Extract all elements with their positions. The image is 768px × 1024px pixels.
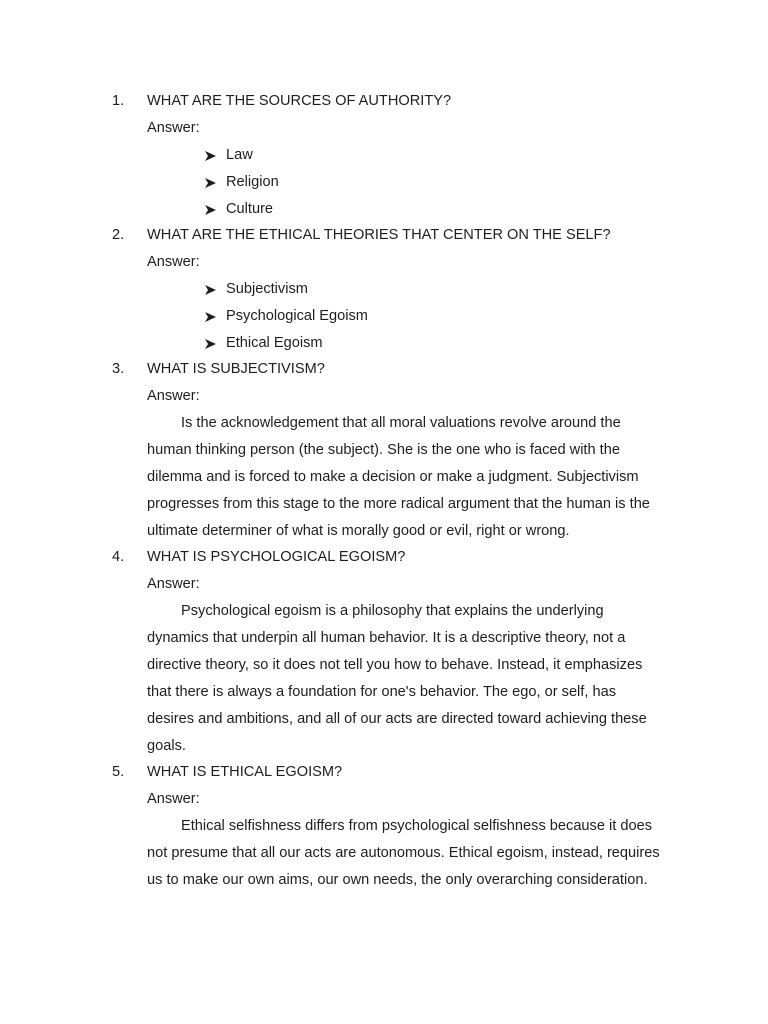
paragraph-line: that there is always a foundation for one's behavior. The ego, or self, has bbox=[147, 684, 616, 700]
answer-label: Answer: bbox=[147, 388, 200, 404]
paragraph-line: Is the acknowledgement that all moral valuations revolve around the bbox=[181, 415, 621, 431]
question-text: WHAT IS PSYCHOLOGICAL EGOISM? bbox=[147, 549, 406, 565]
question-4 bbox=[0, 544, 768, 760]
paragraph-line: human thinking person (the subject). She is the one who is faced with the bbox=[147, 442, 620, 458]
paragraph-line: Psychological egoism is a philosophy that explains the underlying bbox=[181, 603, 604, 619]
bullet-item bbox=[0, 169, 768, 196]
question-number: 4. bbox=[112, 549, 125, 565]
question-heading bbox=[0, 88, 768, 115]
answer-paragraph bbox=[147, 598, 687, 760]
answer-paragraph bbox=[147, 410, 687, 545]
bullet-item bbox=[0, 330, 768, 357]
arrow-bullet-icon bbox=[204, 312, 216, 322]
question-number: 1. bbox=[112, 93, 125, 109]
arrow-bullet-icon bbox=[204, 339, 216, 349]
answer-label: Answer: bbox=[147, 120, 200, 136]
paragraph-line: ultimate determiner of what is morally good or evil, right or wrong. bbox=[147, 523, 570, 539]
arrow-bullet-icon bbox=[204, 205, 216, 215]
paragraph-line: desires and ambitions, and all of our acts are directed toward achieving these bbox=[147, 711, 647, 727]
bullet-label: Law bbox=[226, 147, 253, 163]
question-number: 5. bbox=[112, 764, 125, 780]
answer-label: Answer: bbox=[147, 254, 200, 270]
arrow-bullet-icon bbox=[204, 151, 216, 161]
bullet-item bbox=[0, 276, 768, 303]
paragraph-line: dilemma and is forced to make a decision or make a judgment. Subjectivism bbox=[147, 469, 639, 485]
paragraph-line: goals. bbox=[147, 738, 186, 754]
question-3 bbox=[0, 356, 768, 545]
question-text: WHAT ARE THE ETHICAL THEORIES THAT CENTER ON THE SELF? bbox=[147, 227, 611, 243]
question-text: WHAT ARE THE SOURCES OF AUTHORITY? bbox=[147, 93, 452, 109]
bullet-item bbox=[0, 196, 768, 223]
question-number: 2. bbox=[112, 227, 125, 243]
bullet-item bbox=[0, 142, 768, 169]
bullet-label: Subjectivism bbox=[226, 281, 308, 297]
bullet-item bbox=[0, 303, 768, 330]
question-text: WHAT IS ETHICAL EGOISM? bbox=[147, 764, 343, 780]
bullet-label: Religion bbox=[226, 174, 279, 190]
question-2 bbox=[0, 222, 768, 357]
paragraph-line: not presume that all our acts are autonomous. Ethical egoism, instead, requires bbox=[147, 845, 660, 861]
answer-paragraph bbox=[147, 813, 687, 894]
bullet-label: Culture bbox=[226, 201, 274, 217]
paragraph-line: dynamics that underpin all human behavior. It is a descriptive theory, not a bbox=[147, 630, 626, 646]
paragraph-line: Ethical selfishness differs from psychological selfishness because it does bbox=[181, 818, 653, 834]
paragraph-line: directive theory, so it does not tell you how to behave. Instead, it emphasizes bbox=[147, 657, 643, 673]
answer-label: Answer: bbox=[147, 791, 200, 807]
question-heading bbox=[0, 759, 768, 786]
question-heading bbox=[0, 544, 768, 571]
arrow-bullet-icon bbox=[204, 178, 216, 188]
question-heading bbox=[0, 356, 768, 383]
question-5 bbox=[0, 759, 768, 894]
bullet-label: Psychological Egoism bbox=[226, 308, 368, 324]
question-heading bbox=[0, 222, 768, 249]
question-number: 3. bbox=[112, 361, 125, 377]
question-1 bbox=[0, 88, 768, 223]
bullet-label: Ethical Egoism bbox=[226, 335, 323, 351]
paragraph-line: progresses from this stage to the more radical argument that the human is the bbox=[147, 496, 650, 512]
question-text: WHAT IS SUBJECTIVISM? bbox=[147, 361, 325, 377]
paragraph-line: us to make our own aims, our own needs, the only overarching consideration. bbox=[147, 872, 648, 888]
arrow-bullet-icon bbox=[204, 285, 216, 295]
answer-label: Answer: bbox=[147, 576, 200, 592]
